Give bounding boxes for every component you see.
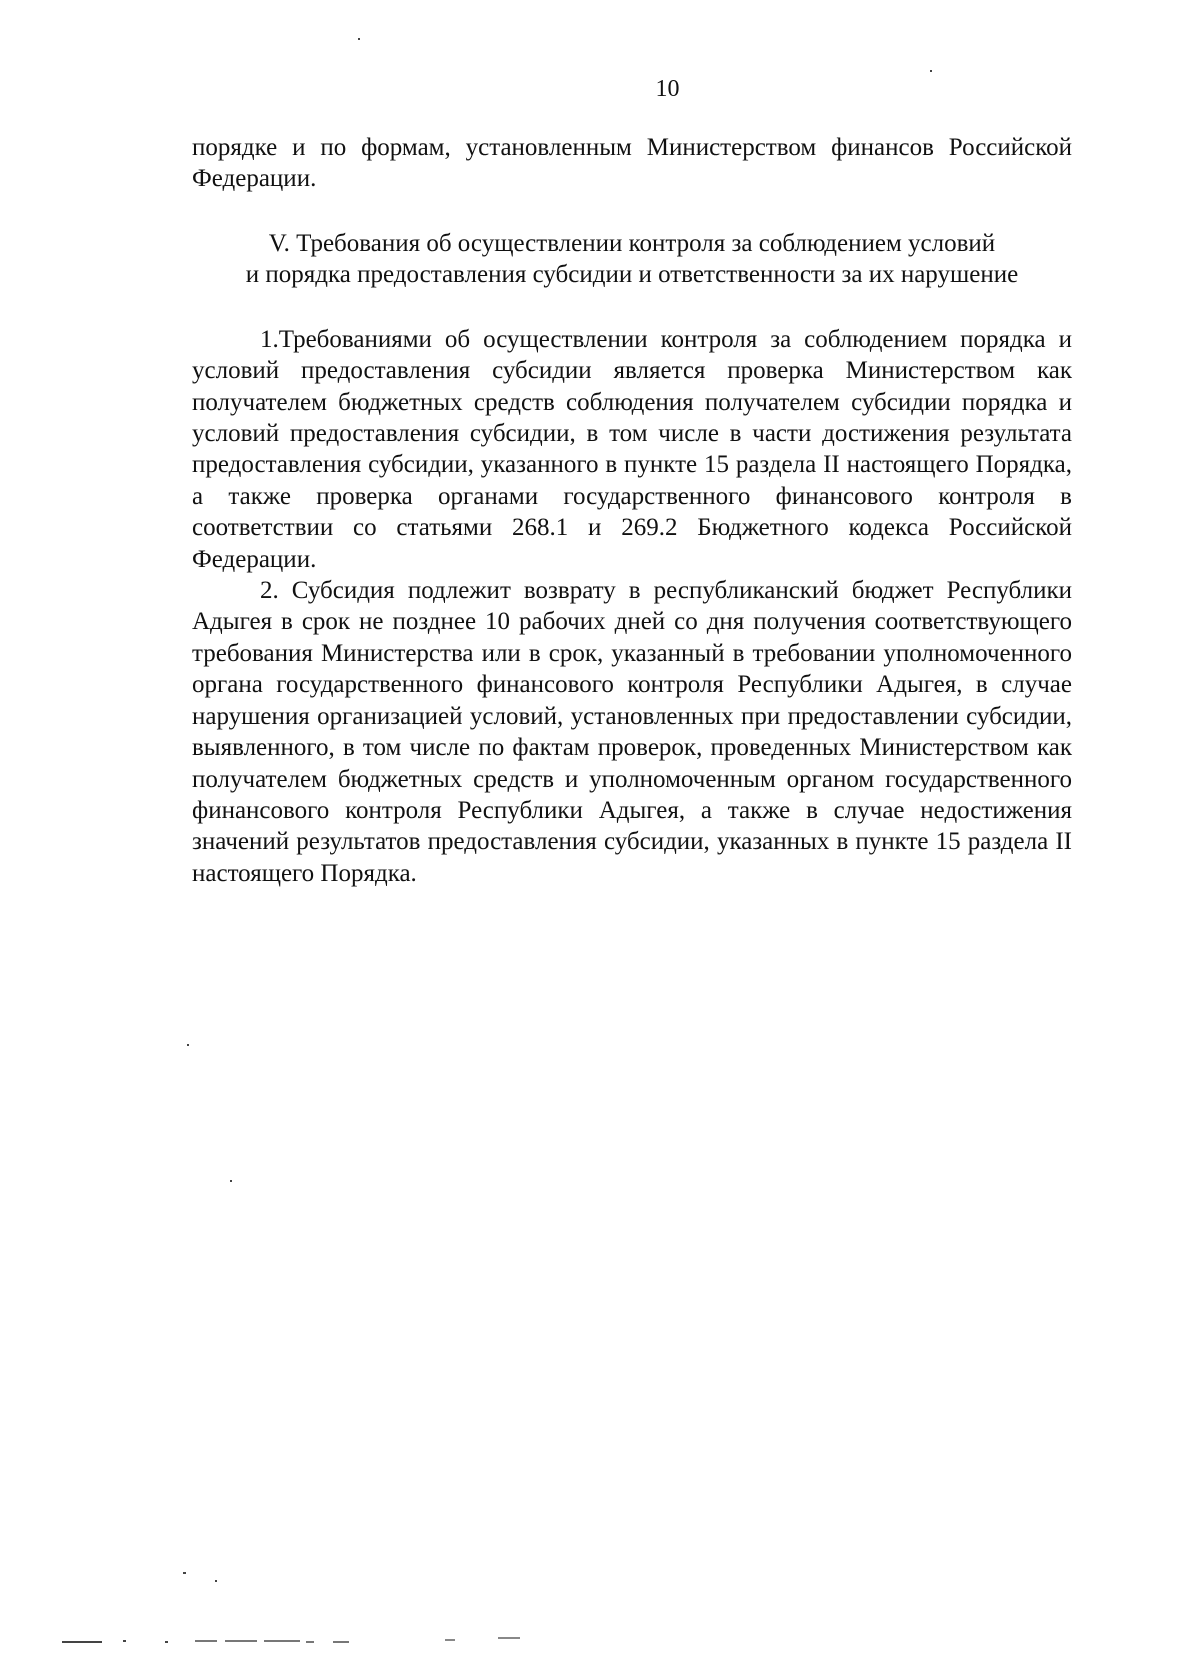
section-heading — [192, 228, 1072, 290]
paragraph-item-2: 2. Субсидия подлежит возврату в республиканский бюджет Республики Адыгея в срок не позднее 10 рабочих дней со дня получения соответствующего требования Министерства или в срок, указанный в требовании уполномоченного органа государственного финансового контроля Республики Адыгея, в случае нарушения организацией условий, установленных при предоставлении субсидии, выявленного, в том числе по фактам проверок, проведенных Министерством как получателем бюджетных средств и уполномоченным органом государственного финансового контроля Республики Адыгея, а также в случае недостижения значений результатов предоставления субсидии, указанных в пункте 15 раздела II настоящего Порядка. — [192, 577, 1072, 887]
page-number: 10 — [655, 76, 680, 102]
document-body — [192, 132, 1072, 889]
paragraph-item-1: 1.Требованиями об осуществлении контроля за соблюдением порядка и условий предоставления субсидии является проверка Министерством как получателем бюджетных средств соблюдения получателем субсидии порядка и условий предоставления субсидии, в том числе в части достижения результата предоставления субсидии, указанного в пункте 15 раздела II настоящего Порядка, а также проверка органами государственного финансового контроля в соответствии со статьями 268.1 и 269.2 Бюджетного кодекса Российской Федерации. — [192, 325, 1072, 573]
continuation-paragraph: порядке и по формам, установленным Министерством финансов Российской Федерации. — [192, 134, 1072, 193]
section-heading-line-2: и порядка предоставления субсидии и ответственности за их нарушение — [245, 260, 1019, 288]
section-heading-line-1: V. Требования об осуществлении контроля за соблюдением условий — [268, 229, 996, 257]
